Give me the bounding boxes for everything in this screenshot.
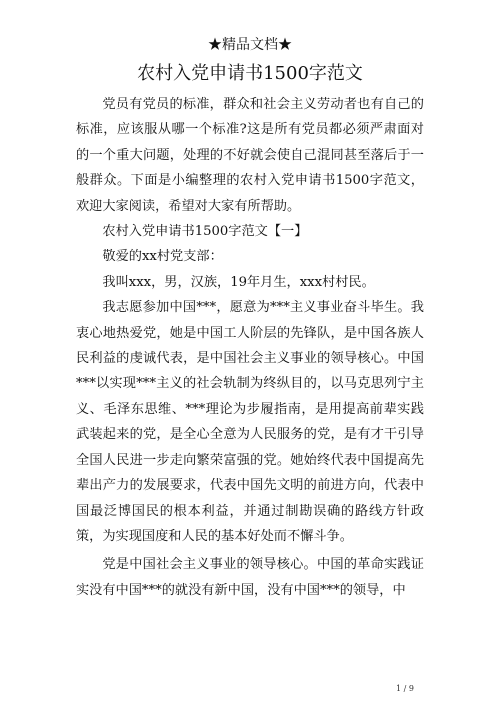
body-paragraph: 我志愿参加中国***，愿意为***主义事业奋斗毕生。我衷心地热爱党，她是中国工人阶层的先锋队，是中国各族人民利益的虔诚代表，是中国社会主义事业的领导核心。中国***以实现***主义的社会轨制为终纵目的，以马克思列宁主义、毛泽东思维、***理论为步履指南，是用提高前辈实践武装起来的党，是全心全意为人民服务的党，是有才干引导全国人民进一步走向繁荣富强的党。她始终代表中国提高先辈出产力的发展要求，代表中国先文明的前进方向，代表中国最泛博国民的根本利益，并通过制勘误确的路线方针政策，为实现国度和人民的基本好处而不懈斗争。 <box>76 300 424 544</box>
document-body <box>76 92 424 606</box>
header-mark: ★精品文档★ <box>208 37 292 53</box>
body-paragraph-continued: 党是中国社会主义事业的领导核心。中国的革命实践证实没有中国***的就没有新中国，没有中国***的领导，中 <box>76 557 424 598</box>
section-heading: 农村入党申请书1500字范文【一】 <box>102 224 308 240</box>
salutation: 敬爱的xx村党支部： <box>102 249 223 265</box>
document-title: 农村入党申请书1500字范文 <box>137 63 363 84</box>
intro-paragraph: 党员有党员的标准，群众和社会主义劳动者也有自己的标准，应该服从哪一个标准?这是所有党员都必须严肃面对的一个重大问题，处理的不好就会使自己混同甚至落后于一般群众。下面是小编整理的农村入党申请书1500字范文，欢迎大家阅读，希望对大家有所帮助。 <box>76 97 424 214</box>
self-introduction-paragraph: 我叫xxx，男，汉族，19年月生，xxx村村民。 <box>102 274 375 290</box>
page-number: 1 / 9 <box>396 684 414 693</box>
